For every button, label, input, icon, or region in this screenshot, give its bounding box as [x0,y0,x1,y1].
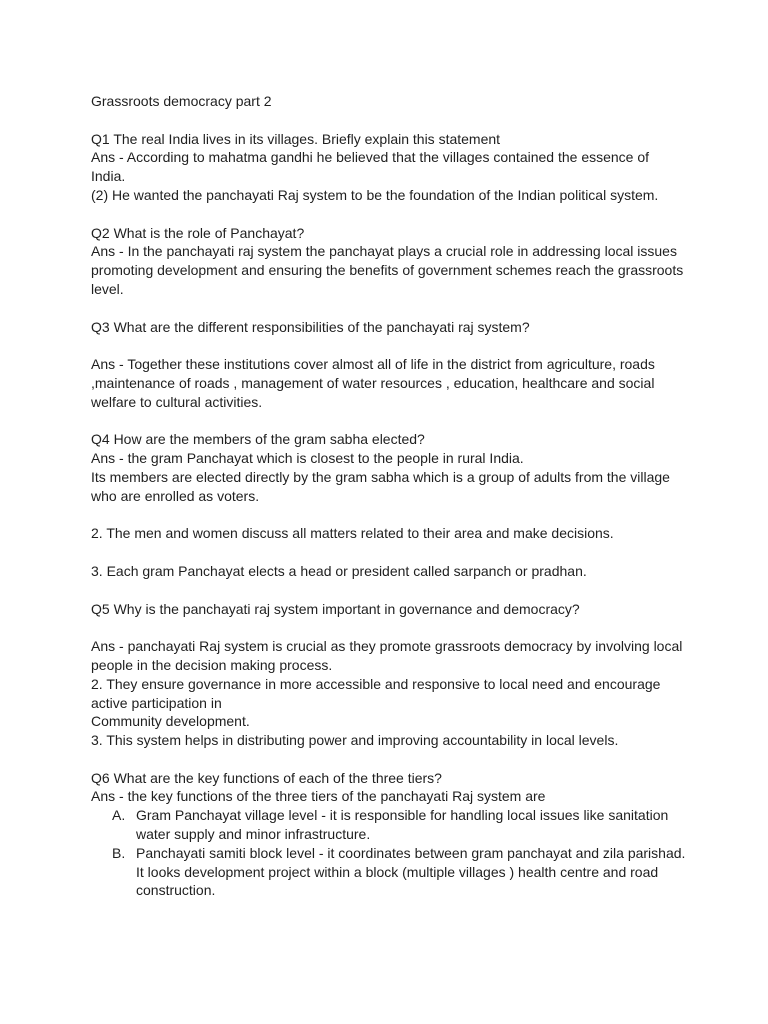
q1-answer-point: (2) He wanted the panchayati Raj system to be the foundation of the Indian political system. [91,186,659,203]
list-marker: B. [112,844,126,861]
q5-point: 2. They ensure governance in more accessible and responsive to local need and encourage [91,675,661,692]
document-body [91,92,691,900]
q6-tier-list [91,806,691,900]
q5-point: 3. This system helps in distributing power and improving accountability in local levels. [91,732,619,749]
q5-point: active participation in [91,694,222,711]
q2-answer-line: level. [91,280,124,297]
list-item-line: Gram Panchayat village level - it is responsible for handling local issues like sanitation [136,807,669,824]
page-title: Grassroots democracy part 2 [91,93,272,109]
q4-point: 2. The men and women discuss all matters related to their area and make decisions. [91,525,614,542]
q2-question: Q2 What is the role of Panchayat? [91,224,305,241]
q1-answer-line: Ans - According to mahatma gandhi he believed that the villages contained the essence of [91,149,650,166]
list-item-line: It looks development project within a block (multiple villages ) health centre and road [136,863,659,880]
q5-answer-line: people in the decision making process. [91,656,333,673]
q2-answer-line: Ans - In the panchayati raj system the panchayat plays a crucial role in addressing local issues [91,243,677,260]
q1-answer-line: India. [91,168,126,185]
list-item [91,806,691,844]
q3-question: Q3 What are the different responsibilities of the panchayati raj system? [91,318,530,335]
q4-answer-line: Its members are elected directly by the gram sabha which is a group of adults from the village [91,468,670,485]
list-item-line: construction. [136,882,216,899]
q5-question: Q5 Why is the panchayati raj system important in governance and democracy? [91,600,580,617]
list-item-line: water supply and minor infrastructure. [136,826,371,843]
list-item-line: Panchayati samiti block level - it coordinates between gram panchayat and zila parishad. [136,844,686,861]
list-item [91,844,691,900]
q6-question: Q6 What are the key functions of each of the three tiers? [91,769,442,786]
q4-answer-line: who are enrolled as voters. [91,487,260,504]
q4-answer-line: Ans - the gram Panchayat which is closest to the people in rural India. [91,450,524,467]
q2-answer-line: promoting development and ensuring the benefits of government schemes reach the grassroots [91,262,684,279]
q4-question: Q4 How are the members of the gram sabha elected? [91,431,425,448]
q5-point: Community development. [91,713,250,730]
list-marker: A. [112,807,126,824]
q3-answer-line: welfare to cultural activities. [91,393,263,410]
q5-answer-line: Ans - panchayati Raj system is crucial as they promote grassroots democracy by involving local [91,638,683,655]
q1-question: Q1 The real India lives in its villages. Briefly explain this statement [91,130,501,147]
q4-point: 3. Each gram Panchayat elects a head or president called sarpanch or pradhan. [91,562,587,579]
q6-answer-line: Ans - the key functions of the three tiers of the panchayati Raj system are [91,788,546,805]
q3-answer-line: ,maintenance of roads , management of water resources , education, healthcare and social [91,374,655,391]
q3-answer-line: Ans - Together these institutions cover almost all of life in the district from agriculture, roads [91,356,655,373]
